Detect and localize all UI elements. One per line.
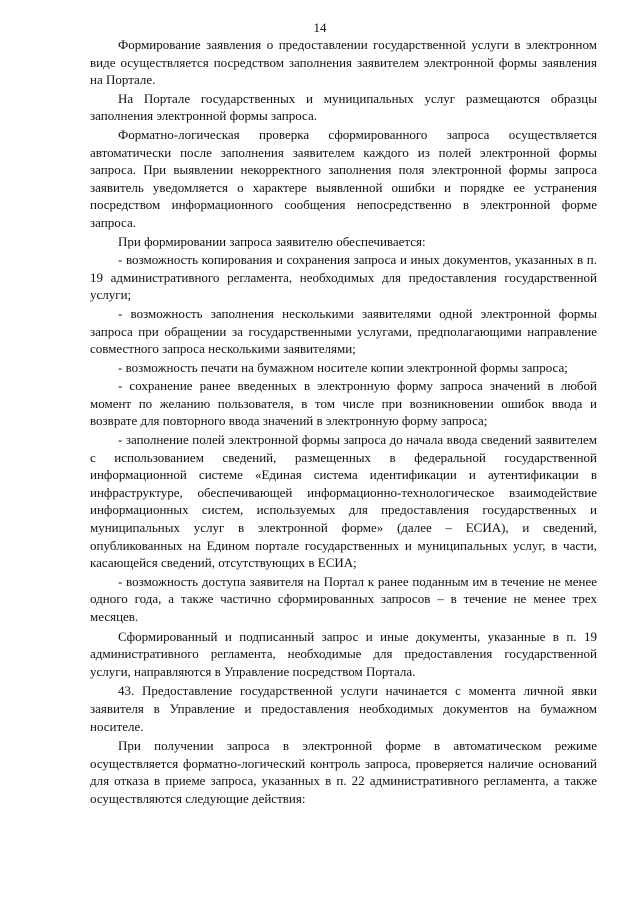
paragraph-format-check: Форматно-логическая проверка сформированного запроса осуществляется автоматически после заполнения заявителем каждого из полей электронной формы запроса. При выявлении некорректного заполнения поля электронной формы запроса заявитель уведомляется о характере выявленной ошибки и порядке ее устранения посредством информационного сообщения непосредственно в электронной форме запроса. [90, 126, 597, 230]
paragraph-applicant-provisions: При формировании запроса заявителю обеспечивается: [118, 233, 426, 249]
list-item-save-values: - сохранение ранее введенных в электронную форму запроса значений в любой момент по желанию пользователя, в том числе при возникновении ошибок ввода и возврате для повторного ввода значений в электронную форму запроса; [90, 378, 597, 429]
list-item-print: - возможность печати на бумажном носителе копии электронной формы запроса; [118, 359, 568, 375]
paragraph-submitted-request: Сформированный и подписанный запрос и иные документы, указанные в п. 19 административного регламента, необходимые для предоставления государственной услуги, направляются в Управление посредством Портала. [90, 628, 597, 679]
paragraph-electronic-application: Формирование заявления о предоставлении государственной услуги в электронном виде осуществляется посредством заполнения заявителем электронной формы заявления на Портале. [90, 37, 597, 88]
page-number: 14 [313, 20, 327, 35]
list-item-copy-save: - возможность копирования и сохранения запроса и иных документов, указанных в п. 19 административного регламента, необходимых для предоставления государственной услуги; [90, 252, 597, 303]
paragraph-electronic-receipt: При получении запроса в электронной форме в автоматическом режиме осуществляется форматно-логический контроль запроса, проверяется наличие оснований для отказа в приеме запроса, указанных в п. 22 административного регламента, а также осуществляются следующие действия: [90, 738, 597, 806]
list-item-multiple-applicants: - возможность заполнения несколькими заявителями одной электронной формы запроса при обращении за государственными услугами, предполагающими направление совместного запроса несколькими заявителями; [90, 305, 597, 357]
list-item-portal-access: - возможность доступа заявителя на Портал к ранее поданным им в течение не менее одного года, а также частично сформированных запросов – в течение не менее трех месяцев. [90, 573, 597, 624]
document-body [90, 36, 597, 808]
paragraph-43-service-start: 43. Предоставление государственной услуги начинается с момента личной явки заявителя в Управление и предоставления необходимых документов на бумажном носителе. [90, 683, 597, 734]
paragraph-portal-samples: На Портале государственных и муниципальных услуг размещаются образцы заполнения электронной формы запроса. [90, 90, 597, 124]
list-item-esia-autofill: - заполнение полей электронной формы запроса до начала ввода сведений заявителем с использованием сведений, размещенных в федеральной государственной информационной системе «Единая система идентификации и аутентификации в инфраструктуре, обеспечивающей информационно-технологическое взаимодействие информационных систем, используемых для предоставления государственных и муниципальных услуг в электронной форме» (далее – ЕСИА), и сведений, опубликованных на Едином портале государственных и муниципальных услуг, в части, касающейся сведений, отсутствующих в ЕСИА; [90, 432, 597, 571]
